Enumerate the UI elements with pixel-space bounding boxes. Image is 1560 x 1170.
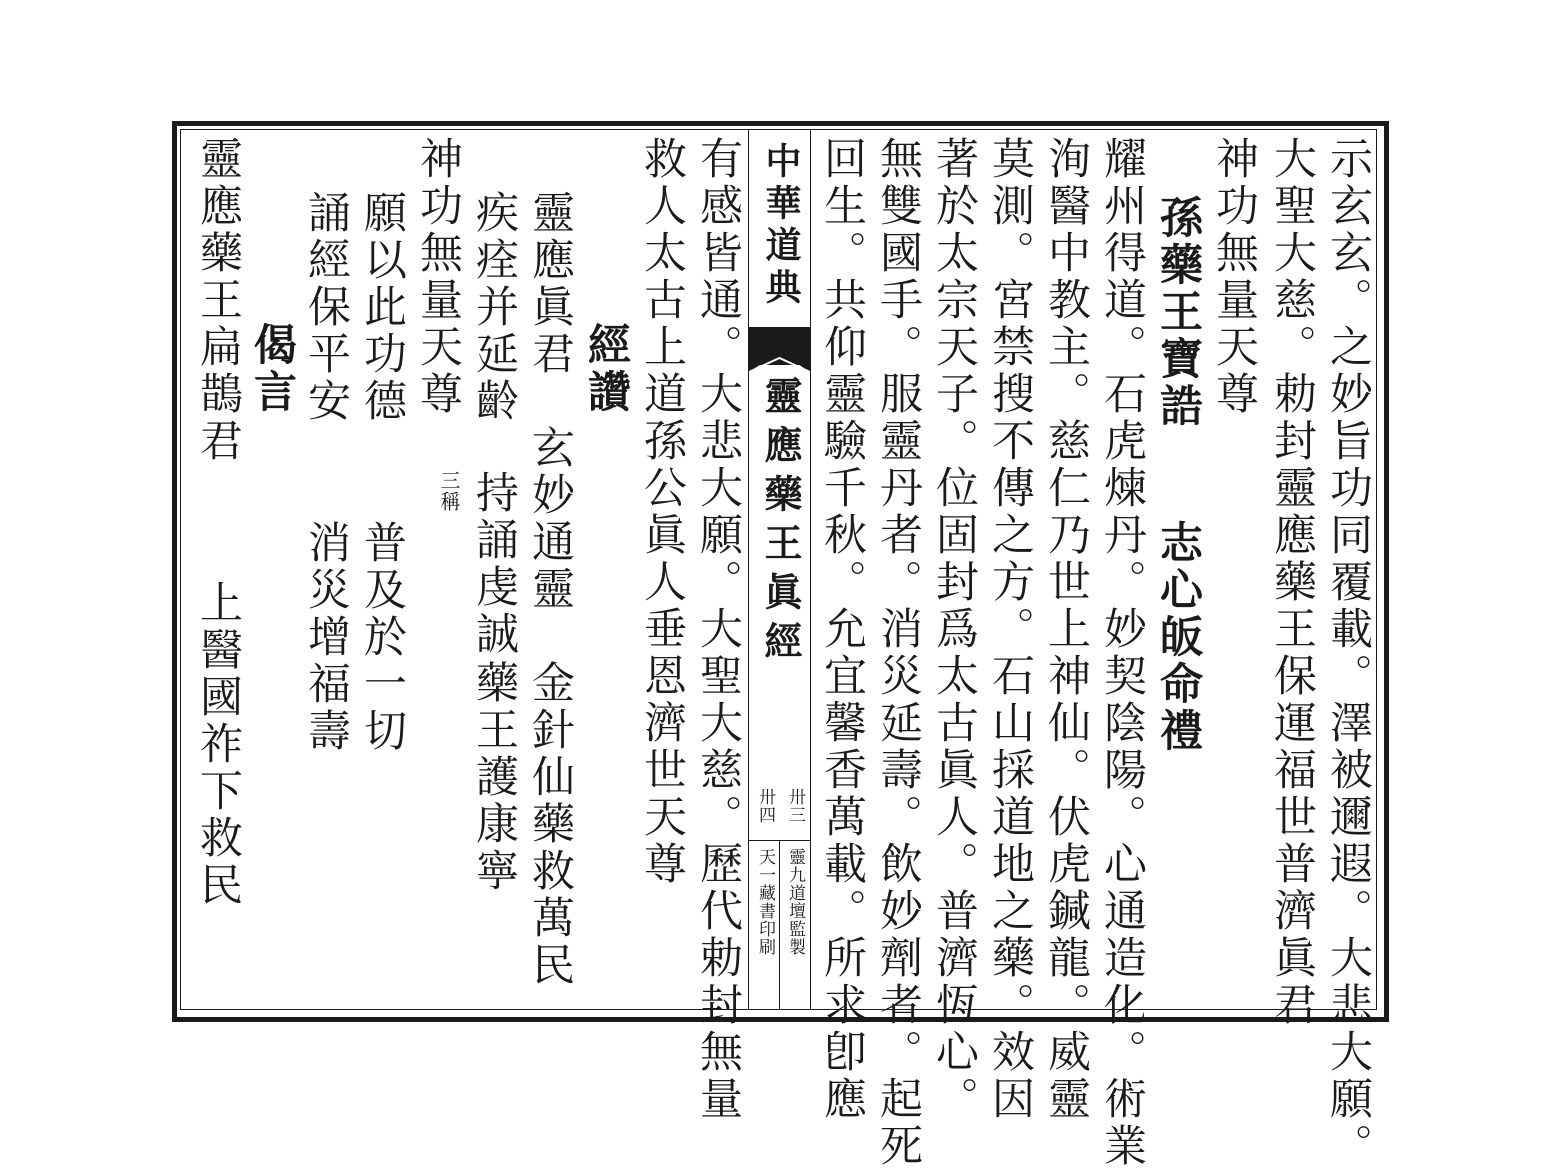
- verse-line-4a: 願以此功德: [357, 190, 407, 425]
- right-text-col-3: 神功無量天尊: [1209, 136, 1259, 418]
- right-text-col-10: 回生。共仰靈驗千秋。允宜馨香萬載。所求卽應: [817, 136, 867, 1123]
- verse-line-5a: 誦經保平安: [301, 190, 351, 425]
- verse-line-1c: 金針仙藥救萬民: [525, 660, 575, 989]
- right-text-col-2: 大聖大慈。勅封靈應藥王保運福世普濟眞君: [1267, 136, 1317, 1029]
- scripture-title: 靈應藥王眞經: [758, 376, 802, 670]
- verse-line-5b: 消災增福壽: [301, 520, 351, 755]
- right-text-col-1: 示玄玄。之妙旨功同覆載。澤被邇遐。大悲大願。: [1323, 136, 1373, 1170]
- spine-center-rule: [779, 840, 780, 1010]
- recite-count-note: 三稱: [437, 470, 461, 512]
- series-title: 中華道典: [760, 142, 801, 310]
- publisher-left: 天一藏書印刷: [755, 848, 775, 956]
- heading-jingzan: 經讚: [581, 322, 631, 416]
- left-text-col-2: 救人太古上道孫公眞人垂恩濟世天尊: [637, 136, 687, 888]
- spine-fishtail-chevron: [749, 342, 810, 372]
- spine-left-rule: [748, 129, 749, 1010]
- verse-line-6b: 上醫國祚下救民: [193, 580, 243, 909]
- heading-baogao: 孫藥王寶誥: [1153, 195, 1203, 430]
- verse-line-4b: 普及於一切: [357, 520, 407, 755]
- heading-zhixin: 志心皈命禮: [1153, 520, 1203, 755]
- page-number-right: 卅三: [785, 788, 805, 824]
- verse-line-2b: 持誦虔誠: [469, 470, 519, 658]
- heading-jiyan: 偈言: [247, 322, 297, 416]
- right-text-col-5: 耀州得道。石虎煉丹。妙契陰陽。心通造化。術業: [1097, 136, 1147, 1170]
- left-text-col-1: 有感皆通。大悲大願。大聖大慈。歷代勅封無量: [693, 136, 743, 1123]
- publisher-right: 靈九道壇監製: [785, 848, 805, 956]
- verse-line-1b: 玄妙通靈: [525, 425, 575, 613]
- verse-line-3a: 神功無量天尊: [413, 136, 463, 418]
- right-text-col-7: 莫測。宮禁搜不傳之方。石山採道地之藥。效因: [985, 136, 1035, 1123]
- verse-line-2c: 藥王護康寧: [469, 660, 519, 895]
- verse-line-6a: 靈應藥王扁鵲君: [193, 136, 243, 465]
- right-text-col-9: 無雙國手。服靈丹者。消災延壽。飲妙劑者。起死: [873, 136, 923, 1170]
- right-text-col-6: 洵醫中教主。慈仁乃世上神仙。伏虎鍼龍。威靈: [1041, 136, 1091, 1123]
- spine-right-rule: [810, 129, 811, 1010]
- page-number-left: 卅四: [755, 788, 775, 824]
- verse-line-1a: 靈應眞君: [525, 190, 575, 378]
- verse-line-2a: 疾痊并延齡: [469, 190, 519, 425]
- right-text-col-8: 著於太宗天子。位固封爲太古眞人。普濟恆心。: [929, 136, 979, 1123]
